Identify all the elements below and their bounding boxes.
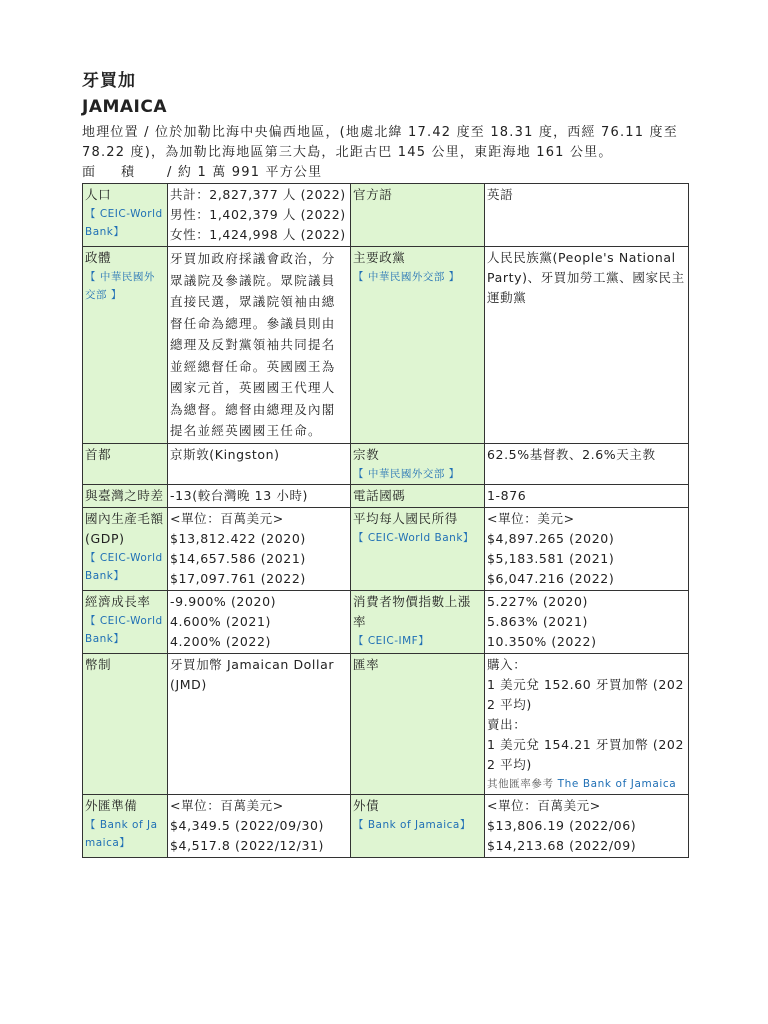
table-row <box>83 507 689 590</box>
religion-label: 宗教 <box>353 446 380 462</box>
population-female: 女性：1,424,998 人 (2022) <box>170 227 346 242</box>
value-cell <box>168 794 351 857</box>
value-cell <box>168 507 351 590</box>
external-debt-label: 外債 <box>353 797 380 813</box>
capital-label: 首都 <box>85 446 112 462</box>
gdp-unit: <單位：百萬美元> <box>170 510 284 526</box>
label-cell <box>351 247 485 444</box>
population-male: 男性：1,402,379 人 (2022) <box>170 207 346 222</box>
area-value: / 約 1 萬 991 平方公里 <box>167 165 323 180</box>
bank-of-jamaica-link[interactable]: The Bank of Jamaica <box>557 777 677 790</box>
gdp-source: 【 CEIC-World Bank】 <box>85 551 163 582</box>
value-cell <box>485 484 689 507</box>
growth-2021: 4.600% (2021) <box>170 613 272 629</box>
reserves-source: 【 Bank of Jamaica】 <box>85 818 158 849</box>
label-cell <box>351 184 485 247</box>
government-source: 【 中華民國外交部 】 <box>85 271 155 301</box>
gdp-2022: $17,097.761 (2022) <box>170 570 306 586</box>
currency-label: 幣制 <box>85 656 112 672</box>
reserves-label: 外匯準備 <box>85 797 138 813</box>
capital-value: 京斯敦(Kingston) <box>170 446 280 462</box>
population-total: 共計：2,827,377 人 (2022) <box>170 187 346 202</box>
cpi-2021: 5.863% (2021) <box>487 613 589 629</box>
table-row <box>83 653 689 794</box>
label-cell <box>351 507 485 590</box>
per-capita-income-label: 平均每人國民所得 <box>353 510 458 526</box>
value-cell <box>485 443 689 484</box>
value-cell <box>485 590 689 653</box>
buy-label: 購入： <box>487 656 527 672</box>
population-label: 人口 <box>85 187 112 202</box>
per-capita-income-2021: $5,183.581 (2021) <box>487 550 615 566</box>
sell-value: 1 美元兌 154.21 牙買加幣 (2022 平均) <box>487 736 685 772</box>
rate-reference <box>487 775 686 793</box>
label-cell <box>83 247 168 444</box>
value-cell <box>485 184 689 247</box>
table-row <box>83 794 689 857</box>
value-cell <box>168 247 351 444</box>
table-row <box>83 590 689 653</box>
value-cell <box>485 507 689 590</box>
cpi-2022: 10.350% (2022) <box>487 633 597 649</box>
value-cell <box>168 443 351 484</box>
table-row <box>83 443 689 484</box>
cpi-label: 消費者物價指數上漲率 <box>353 593 471 629</box>
external-debt-2022-09: $14,213.68 (2022/09) <box>487 837 637 853</box>
label-cell <box>351 653 485 794</box>
major-parties-label: 主要政黨 <box>353 250 406 265</box>
official-language-value: 英語 <box>487 187 514 202</box>
per-capita-income-2022: $6,047.216 (2022) <box>487 570 615 586</box>
currency-value: 牙買加幣 Jamaican Dollar (JMD) <box>170 656 335 692</box>
area-line <box>82 163 688 183</box>
area-label: 面 積 <box>82 165 135 180</box>
external-debt-source: 【 Bank of Jamaica】 <box>353 818 471 831</box>
value-cell <box>168 653 351 794</box>
table-row <box>83 247 689 444</box>
external-debt-unit: <單位：百萬美元> <box>487 797 601 813</box>
country-title-chinese: 牙買加 <box>82 71 136 91</box>
exchange-rate-label: 匯率 <box>353 656 380 672</box>
major-parties-value: 人民民族黨(People's National Party)、牙買加勞工黨、國家民主運動黨 <box>487 250 685 305</box>
cpi-source: 【 CEIC-IMF】 <box>353 634 430 647</box>
country-title-english: JAMAICA <box>82 97 168 117</box>
phone-code-value: 1-876 <box>487 487 527 503</box>
document-page <box>82 66 688 858</box>
value-cell <box>168 484 351 507</box>
label-cell <box>351 590 485 653</box>
table-row <box>83 484 689 507</box>
growth-rate-source: 【 CEIC-World Bank】 <box>85 614 163 645</box>
per-capita-income-unit: <單位：美元> <box>487 510 575 526</box>
label-cell <box>83 794 168 857</box>
label-cell <box>83 443 168 484</box>
gdp-2020: $13,812.422 (2020) <box>170 530 306 546</box>
per-capita-income-source: 【 CEIC-World Bank】 <box>353 531 474 544</box>
reserves-2022-12: $4,517.8 (2022/12/31) <box>170 837 325 853</box>
growth-2022: 4.200% (2022) <box>170 633 272 649</box>
time-difference-value: -13(較台灣晚 13 小時) <box>170 487 309 503</box>
value-cell <box>168 590 351 653</box>
reserves-2022-09: $4,349.5 (2022/09/30) <box>170 817 325 833</box>
official-language-label: 官方語 <box>353 187 393 202</box>
label-cell <box>83 590 168 653</box>
phone-code-label: 電話國碼 <box>353 487 406 503</box>
government-value: 牙買加政府採議會政治，分眾議院及參議院。眾院議員直接民選，眾議院領袖由總督任命為總理。參議員則由總理及反對黨領袖共同提名並經總督任命。英國國王為國家元首，英國國王代理人為總督。總督由總理及內閣提名並經英國國王任命。 <box>170 251 336 438</box>
gdp-label: 國內生產毛額(GDP) <box>85 510 164 546</box>
religion-value: 62.5%基督教、2.6%天主教 <box>487 446 656 462</box>
value-cell <box>485 653 689 794</box>
gdp-2021: $14,657.586 (2021) <box>170 550 306 566</box>
growth-rate-label: 經濟成長率 <box>85 593 151 609</box>
rate-reference-prefix: 其他匯率參考 <box>487 777 554 790</box>
external-debt-2022-06: $13,806.19 (2022/06) <box>487 817 637 833</box>
value-cell <box>485 247 689 444</box>
cpi-2020: 5.227% (2020) <box>487 593 589 609</box>
label-cell <box>83 653 168 794</box>
label-cell <box>83 484 168 507</box>
major-parties-source: 【 中華民國外交部 】 <box>353 271 460 283</box>
time-difference-label: 與臺灣之時差 <box>85 487 164 503</box>
table-row <box>83 184 689 247</box>
value-cell <box>168 184 351 247</box>
label-cell <box>83 184 168 247</box>
growth-2020: -9.900% (2020) <box>170 593 277 609</box>
government-label: 政體 <box>85 250 112 265</box>
country-info-table <box>82 183 689 858</box>
per-capita-income-2020: $4,897.265 (2020) <box>487 530 615 546</box>
label-cell <box>83 507 168 590</box>
label-cell <box>351 484 485 507</box>
reserves-unit: <單位：百萬美元> <box>170 797 284 813</box>
geography-intro: 地理位置 / 位於加勒比海中央偏西地區，(地處北緯 17.42 度至 18.31 度，西經 76.11 度至 78.22 度)，為加勒比海地區第三大島，北距古巴 145 公里，東距海地 161 公里。 <box>82 125 678 160</box>
label-cell <box>351 443 485 484</box>
sell-label: 賣出： <box>487 716 527 732</box>
value-cell <box>485 794 689 857</box>
buy-value: 1 美元兌 152.60 牙買加幣 (2022 平均) <box>487 676 685 712</box>
population-source: 【 CEIC-World Bank】 <box>85 208 163 238</box>
label-cell <box>351 794 485 857</box>
religion-source: 【 中華民國外交部 】 <box>353 467 460 480</box>
